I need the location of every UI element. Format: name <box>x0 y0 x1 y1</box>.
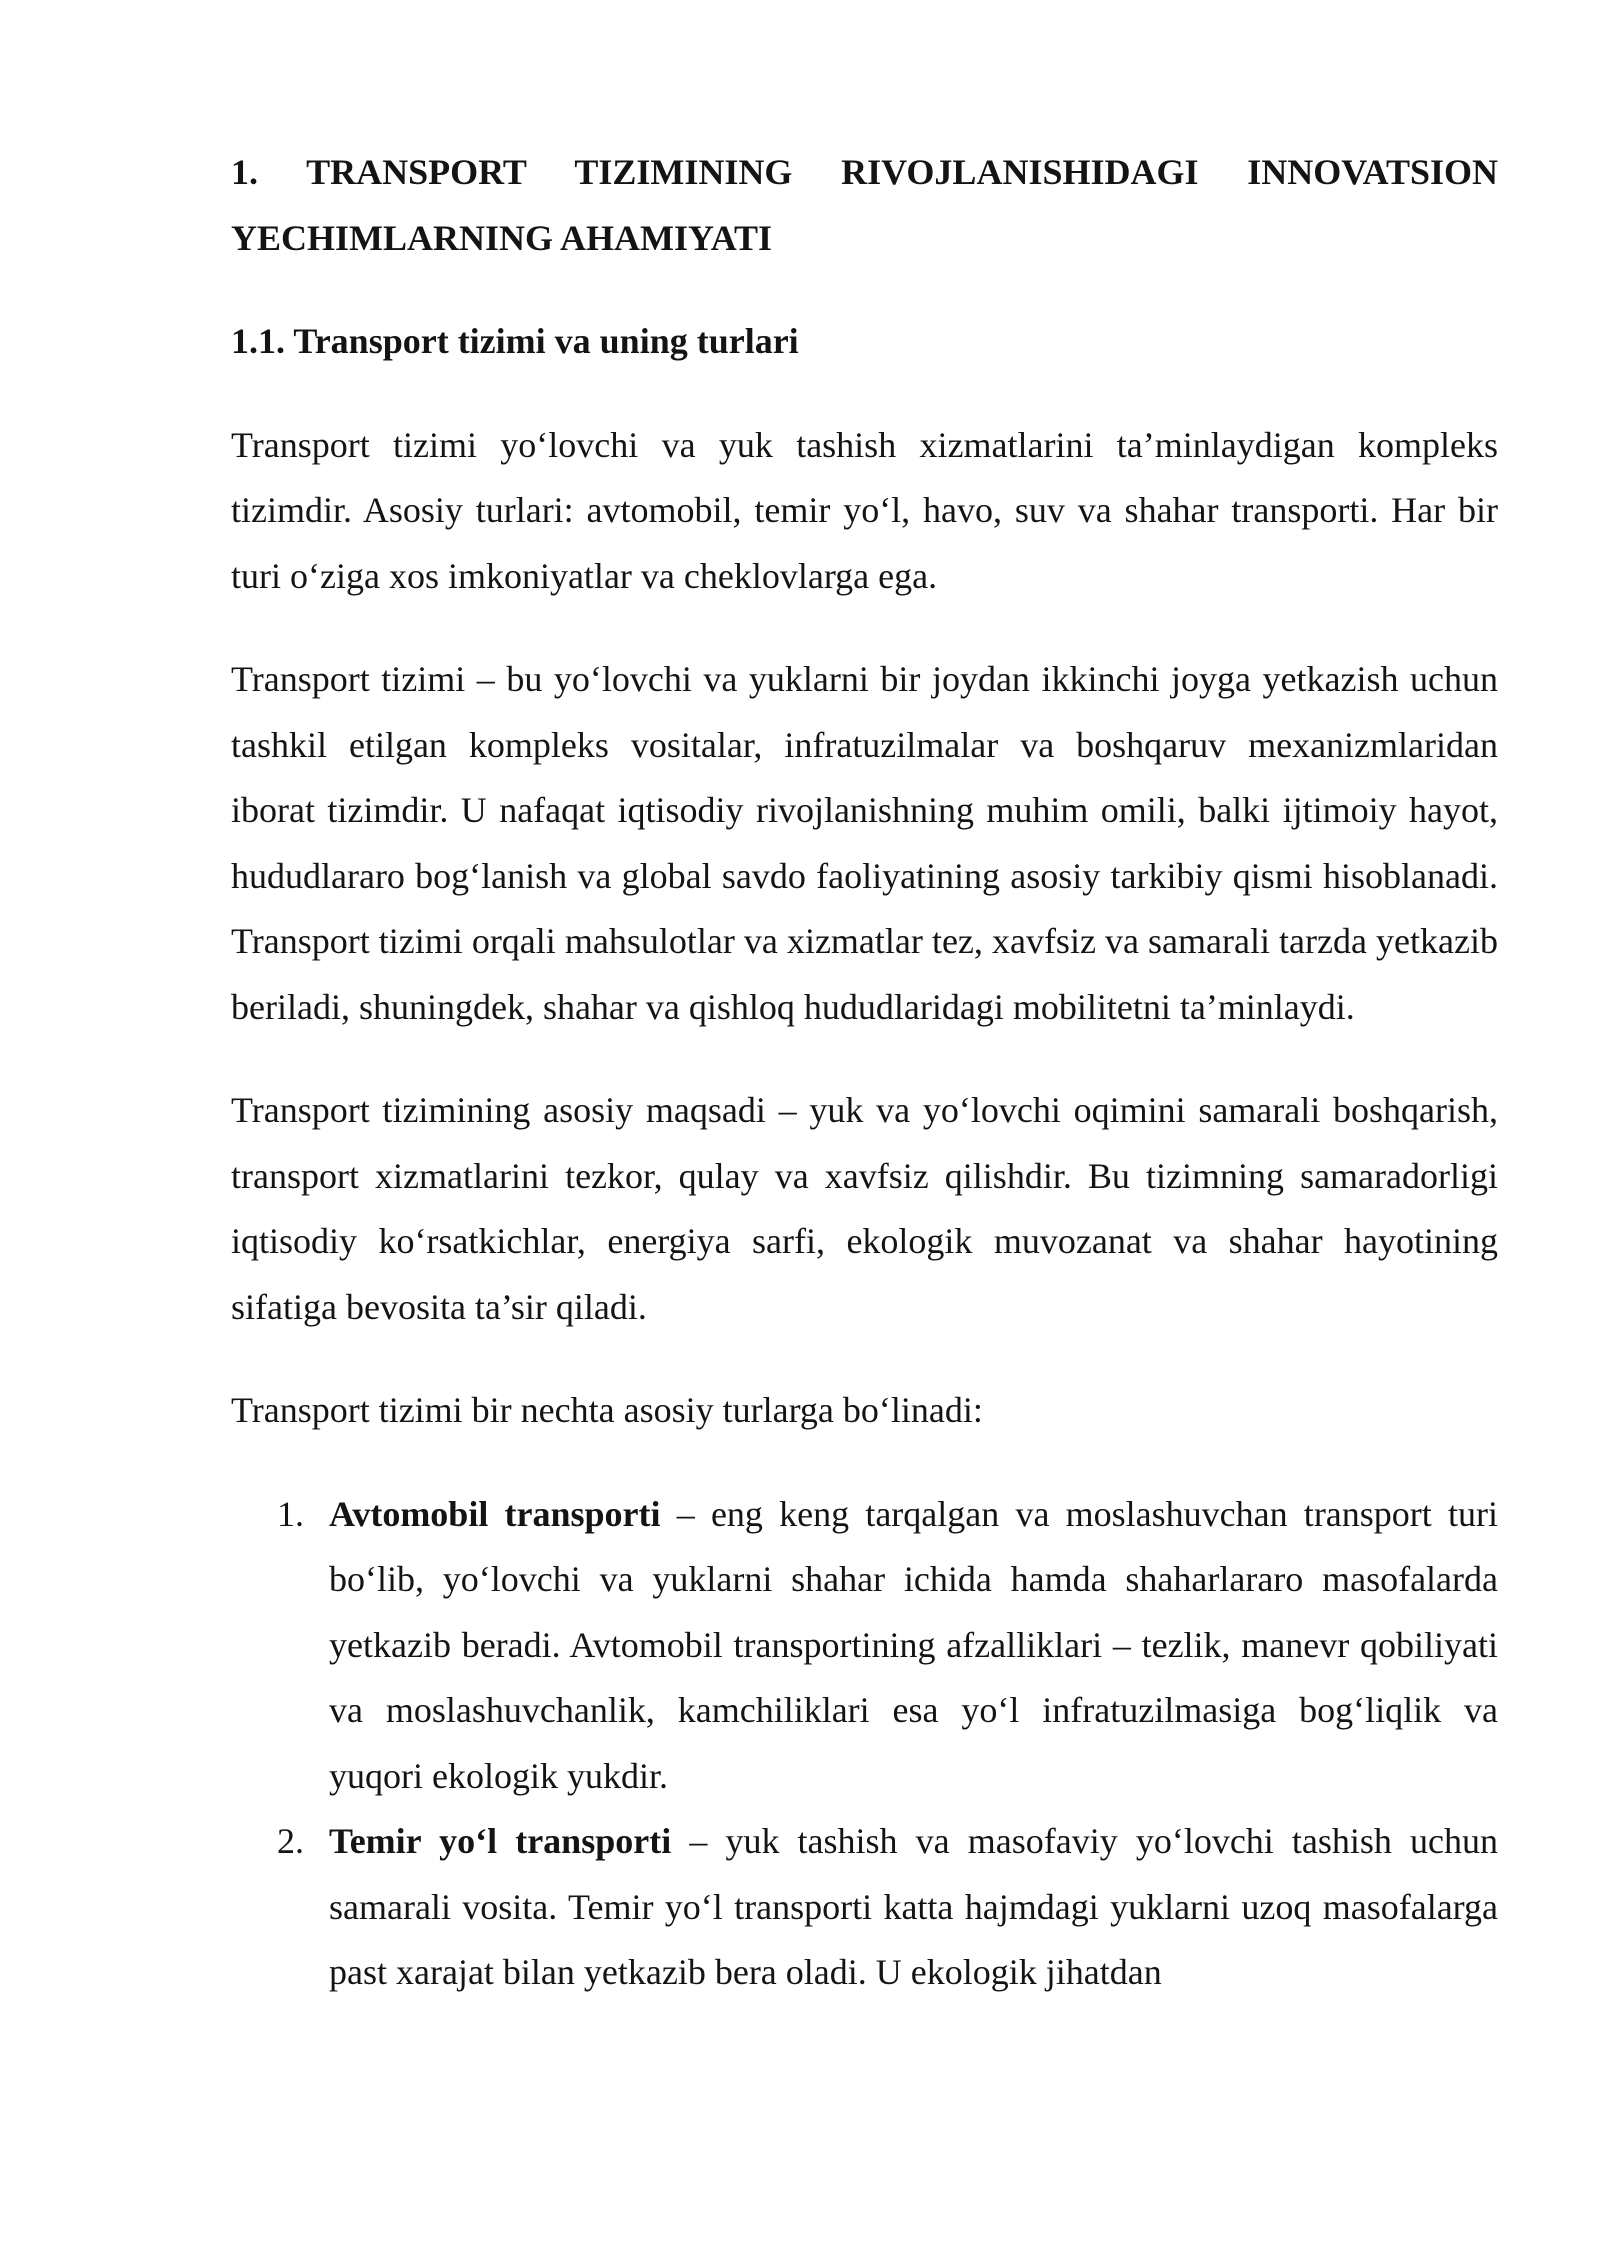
list-item <box>231 1482 1498 1810</box>
paragraph-purpose: Transport tizimining asosiy maqsadi – yuk va yo‘lovchi oqimini samarali boshqarish, transport xizmatlarini tezkor, qulay va xavfsiz qilishdir. Bu tizimning samaradorligi iqtisodiy ko‘rsatkichlar, energiya sarfi, ekologik muvozanat va shahar hayotining sifatiga bevosita ta’sir qiladi. <box>231 1090 1498 1327</box>
paragraph-definition: Transport tizimi – bu yo‘lovchi va yuklarni bir joydan ikkinchi joyga yetkazish uchun tashkil etilgan kompleks vositalar, infratuzilmalar va boshqaruv mexanizmlaridan iborat tizimdir. U nafaqat iqtisodiy rivojlanishning muhim omili, balki ijtimoiy hayot, hududlararo bog‘lanish va global savdo faoliyatining asosiy tarkibiy qismi hisoblanadi. Transport tizimi orqali mahsulotlar va xizmatlar tez, xavfsiz va samarali tarzda yetkazib beriladi, shuningdek, shahar va qishloq hududlaridagi mobilitetni ta’minlaydi. <box>231 659 1498 1027</box>
paragraph-intro: Transport tizimi yo‘lovchi va yuk tashish xizmatlarini ta’minlaydigan kompleks tizimdir. Asosiy turlari: avtomobil, temir yo‘l, havo, suv va shahar transporti. Har bir turi o‘ziga xos imkoniyatlar va cheklovlarga ega. <box>231 424 1498 596</box>
list-item-term: Temir yo‘l transporti <box>329 1821 672 1861</box>
list-item-text: – yuk tashish va masofaviy yo‘lovchi tashish uchun samarali vosita. Temir yo‘l transporti katta hajmdagi yuklarni uzoq masofalarga past xarajat bilan yetkazib bera oladi. U ekologik jihatdan <box>329 1821 1499 1992</box>
chapter-heading-line-1: 1. TRANSPORT TIZIMINING RIVOJLANISHIDAGI INNOVATSION <box>231 152 1498 192</box>
list-item-term: Avtomobil transporti <box>329 1493 661 1534</box>
list-item <box>231 1809 1498 2006</box>
document-page <box>231 140 1498 2006</box>
list-item-number: 2. <box>277 1821 304 1861</box>
paragraph-list-intro: Transport tizimi bir nechta asosiy turlarga bo‘linadi: <box>231 1390 983 1430</box>
list-item-number: 1. <box>277 1493 304 1534</box>
list-item-text: – eng keng tarqalgan va moslashuvchan transport turi bo‘lib, yo‘lovchi va yuklarni shahar ichida hamda shaharlararo masofalarda yetkazib beradi. Avtomobil transportining afzalliklari – tezlik, manevr qobiliyati va moslashuvchanlik, kamchiliklari esa yo‘l infratuzilmasiga bog‘liqlik va yuqori ekologik yukdir. <box>329 1493 1498 1796</box>
chapter-heading-line-2: YECHIMLARNING AHAMIYATI <box>231 217 773 258</box>
section-heading: 1.1. Transport tizimi va uning turlari <box>231 321 799 361</box>
transport-types-list <box>231 1482 1498 2006</box>
chapter-heading <box>231 140 1498 271</box>
